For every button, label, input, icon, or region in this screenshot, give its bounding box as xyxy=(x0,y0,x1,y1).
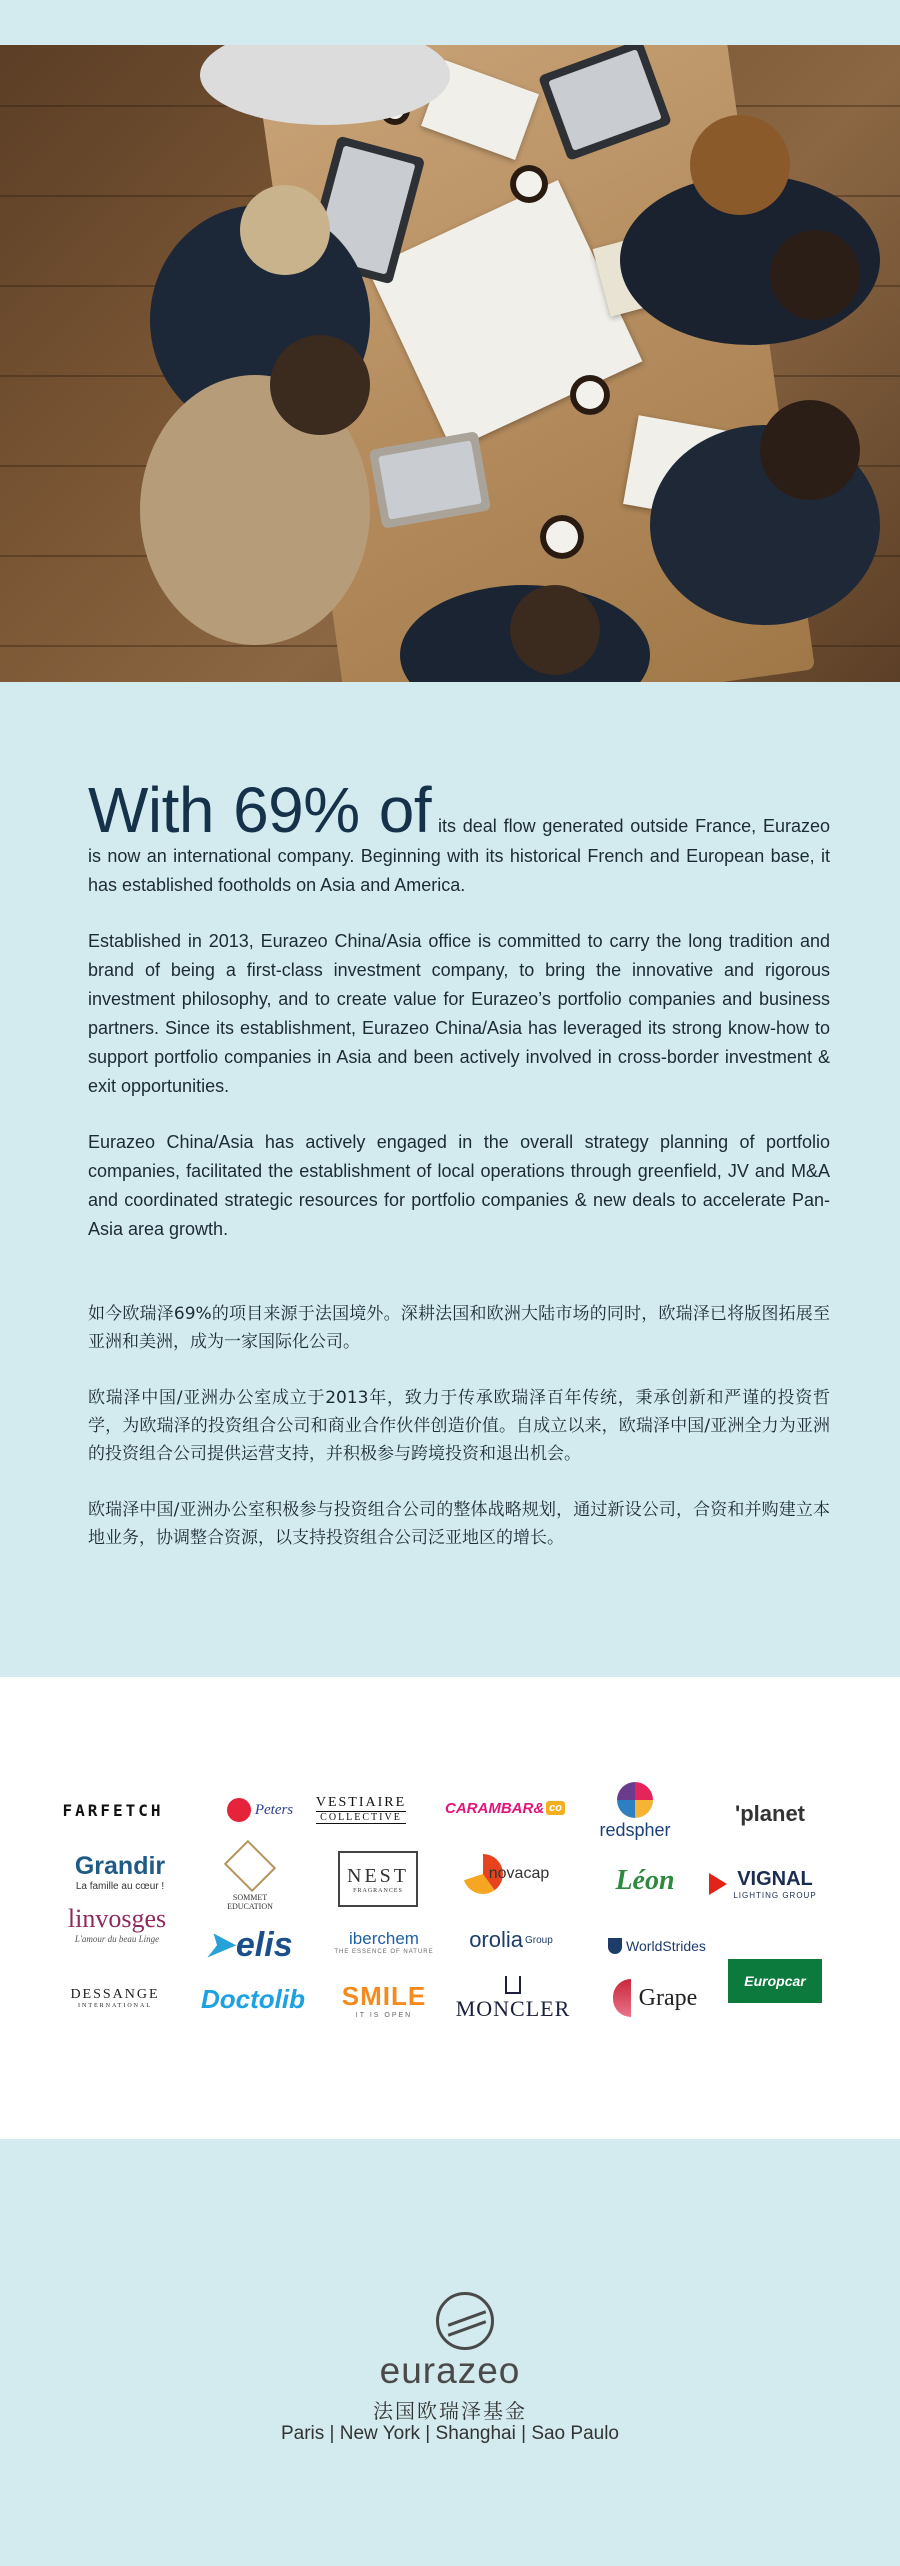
logo-europcar: Europcar xyxy=(728,1959,822,2003)
logo-leon: Léon xyxy=(615,1865,675,1896)
logo-novacap: novacap xyxy=(456,1849,556,1899)
logo-orolia: orolia Group xyxy=(469,1927,553,1952)
hero-photo xyxy=(0,45,900,682)
brand-name-chinese: 法国欧瑞泽基金 xyxy=(373,2399,527,2423)
logo-linvosges: linvosges L'amour du beau Linge xyxy=(67,1904,167,1944)
logo-worldstrides: WorldStrides xyxy=(604,1933,710,1959)
about-section xyxy=(88,774,830,1552)
logo-elis: ➤ elis xyxy=(205,1925,293,1964)
logo-vignal: VIGNAL LIGHTING GROUP xyxy=(700,1867,826,1901)
headline-stat: With 69% of xyxy=(88,774,432,846)
grape-leaf-icon xyxy=(613,1979,631,2017)
logo-carambar: CARAMBAR& co xyxy=(442,1793,568,1823)
logo-nest: NEST FRAGRANCES xyxy=(338,1851,418,1907)
redspher-sphere-icon xyxy=(617,1782,653,1818)
logo-vestiaire-collective: VESTIAIRE COLLECTIVE xyxy=(315,1794,407,1823)
paragraph-strategy: Eurazeo China/Asia has actively engaged in the overall strategy planning of portfolio companies, facilitated the establishment of local operations through greenfield, JV and M&A and coordinated strategic resources for portfolio companies & new deals to accelerate Pan-Asia area growth. xyxy=(88,1132,830,1239)
logo-grandir: Grandir La famille au cœur ! xyxy=(74,1852,166,1892)
portfolio-logos xyxy=(0,1677,900,2139)
logo-smile: SMILE IT IS OPEN xyxy=(341,1981,427,2019)
chinese-paragraph-3: 欧瑞泽中国/亚洲办公室积极参与投资组合公司的整体战略规划，通过新设公司，合资和并购建立本地业务，协调整合资源，以支持投资组合公司泛亚地区的增长。 xyxy=(88,1500,830,1548)
sommet-mountain-icon xyxy=(224,1840,276,1892)
worldstrides-shield-icon xyxy=(608,1938,622,1954)
peters-mark-icon xyxy=(227,1798,251,1822)
paragraph-established: Established in 2013, Eurazeo China/Asia office is committed to carry the long tradition and brand of being a first-class investment company, to bring the innovative and rigorous investment philosophy, and to create value for Eurazeo’s portfolio companies and business partners. Since its establishment, Eurazeo China/Asia has leveraged its strong know-how to support portfolio companies in Asia and been actively involved in cross-border investment & exit opportunities. xyxy=(88,931,830,1096)
brand-name: eurazeo xyxy=(379,2350,521,2391)
intro-paragraph xyxy=(88,774,830,900)
logo-dessange: DESSANGE INTERNATIONAL xyxy=(70,1987,160,2009)
logo-planet: 'planet xyxy=(734,1801,806,1826)
eurazeo-logo-icon xyxy=(436,2292,494,2350)
logo-peters: Peters xyxy=(210,1793,310,1827)
chinese-paragraph-1: 如今欧瑞泽69%的项目来源于法国境外。深耕法国和欧洲大陆市场的同时，欧瑞泽已将版图拓展至亚洲和美洲，成为一家国际化公司。 xyxy=(88,1304,830,1352)
vignal-triangle-icon xyxy=(709,1873,727,1895)
elis-arrow-icon: ➤ xyxy=(205,1926,234,1964)
office-cities: Paris | New York | Shanghai | Sao Paulo xyxy=(280,2423,619,2444)
logo-iberchem: iberchem THE ESSENCE OF NATURE xyxy=(334,1929,434,1955)
moncler-emblem-icon xyxy=(505,1976,521,1994)
logo-grape: Grape xyxy=(600,1975,710,2021)
intro-text: its deal flow generated outside France, Eurazeo is now an international company. Beginning with its historical French and European base, it has established footholds on Asia and America. xyxy=(88,816,830,895)
logo-moncler: MONCLER xyxy=(454,1973,572,2025)
logo-redspher: redspher xyxy=(590,1781,680,1841)
chinese-paragraph-2: 欧瑞泽中国/亚洲办公室成立于2013年，致力于传承欧瑞泽百年传统，秉承创新和严谨的投资哲学，为欧瑞泽的投资组合公司和商业合作伙伴创造价值。自成立以来，欧瑞泽中国/亚洲全力为亚洲的投资组合公司提供运营支持，并积极参与跨境投资和退出机会。 xyxy=(88,1388,830,1464)
logo-farfetch: FARFETCH xyxy=(62,1800,164,1820)
logo-doctolib: Doctolib xyxy=(201,1983,305,2014)
logo-sommet-education: SOMMET EDUCATION xyxy=(216,1849,284,1911)
